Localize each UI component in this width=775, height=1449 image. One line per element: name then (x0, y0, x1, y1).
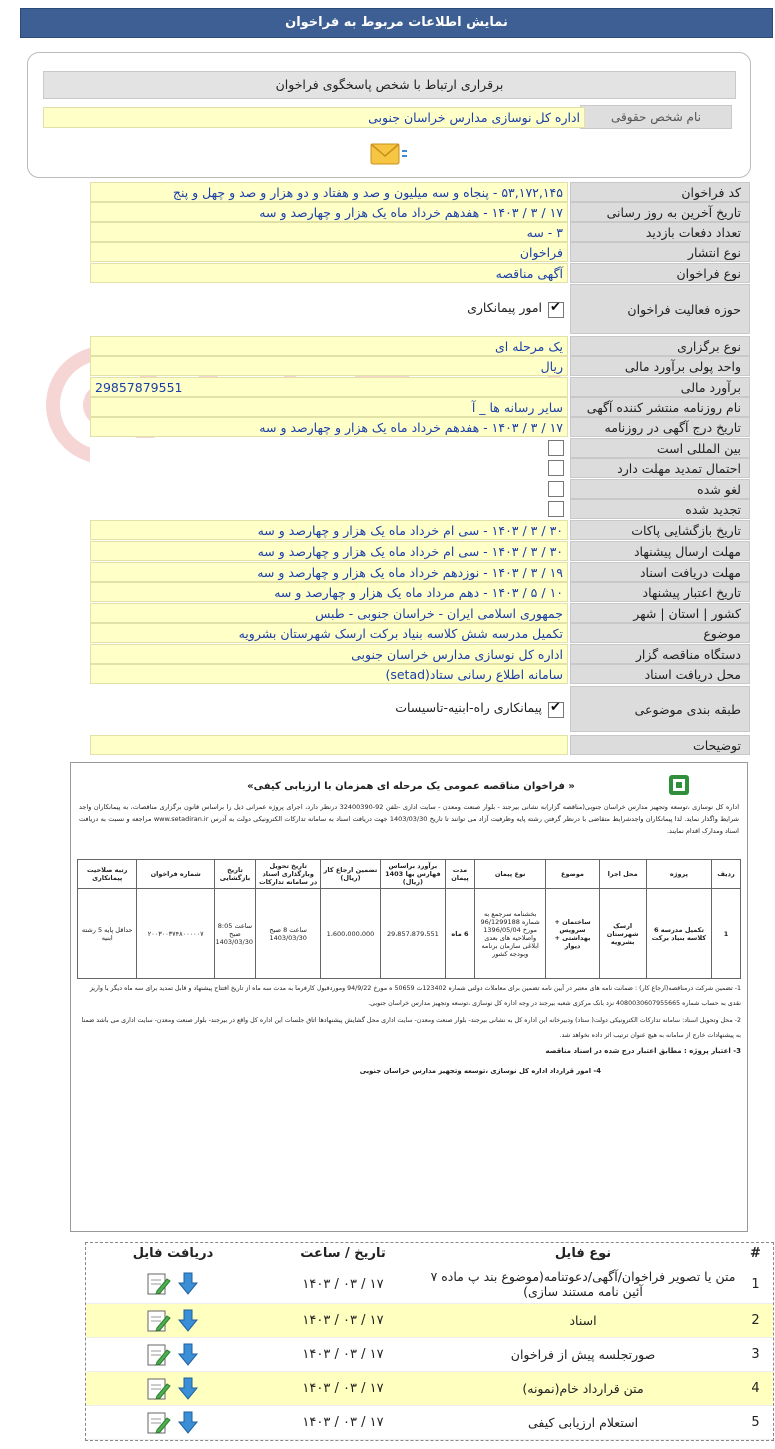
field-label: برآورد مالی (570, 377, 750, 397)
field-value: ۱۷ / ۳ / ۱۴۰۳ - هفدهم خرداد ماه یک هزار و چهارصد و سه (90, 417, 568, 437)
ministry-logo (667, 773, 691, 797)
field-value: فراخوان (90, 242, 568, 262)
ad-note-3: 3- اعتبار پروژه : مطابق اعتبار درج شده در اسناد مناقصه (545, 1047, 741, 1055)
ad-table-header-cell: برآورد براساس فهارس بها 1403 (ریال) (380, 860, 445, 889)
field-value (90, 458, 568, 478)
file-row (86, 1265, 773, 1304)
field-value (90, 284, 568, 334)
field-value (90, 438, 568, 458)
file-actions (88, 1304, 258, 1337)
ad-table-cell: تکمیل مدرسه 6 کلاسه بنیاد برکت (646, 889, 711, 979)
file-type: متن یا تصویر فراخوان/آگهی/دعوتنامه(موضوع بند پ ماده ۷ آئین نامه مستند سازی) (430, 1269, 736, 1299)
file-type: استعلام ارزیابی کیفی (527, 1415, 639, 1430)
checkbox-category[interactable] (548, 702, 564, 718)
ad-table-header-cell: تضمین ارجاع کار (ریال) (321, 860, 380, 889)
field-label: تاریخ آخرین به روز رسانی (570, 202, 750, 222)
file-type: صورتجلسه پیش از فراخوان (510, 1347, 656, 1362)
field-row (90, 458, 750, 478)
category-option: پیمانکاری راه-ابنیه-تاسیسات (395, 700, 542, 715)
contact-value: اداره کل نوسازی مدارس خراسان جنوبی (43, 107, 585, 128)
ad-table-header-cell: نوع پیمان (474, 860, 545, 889)
field-row (90, 417, 750, 437)
col-type: نوع فایل (554, 1246, 612, 1261)
ad-table-header-cell: موضوع (546, 860, 599, 889)
file-num: 1 (751, 1276, 760, 1292)
file-actions (88, 1406, 258, 1439)
file-row (86, 1406, 773, 1440)
field-label: تعداد دفعات بازدید (570, 222, 750, 242)
field-label: تاریخ بازگشایی پاکات (570, 520, 750, 540)
ad-table-header-cell: رتبه صلاحیت پیمانکاری (78, 860, 137, 889)
files-table (85, 1242, 774, 1441)
ad-table-cell: 29،857،879،551 (380, 889, 445, 979)
activity-row (90, 284, 750, 334)
ad-table-header-cell: تاریخ تحویل وبارگذاری اسناد در سامانه تدارکات (255, 860, 320, 889)
ad-table-row (78, 889, 741, 979)
field-row (90, 356, 750, 376)
ad-table-cell: حداقل پایه 5 رشته ابنیه (78, 889, 137, 979)
field-label: نوع انتشار (570, 242, 750, 262)
tender-ad-image (70, 762, 748, 1232)
field-value: سایر رسانه ها _ آ (90, 397, 568, 417)
page-title: نمایش اطلاعات مربوط به فراخوان (20, 8, 773, 38)
field-label: کد فراخوان (570, 182, 750, 202)
field-row (90, 664, 750, 684)
file-type: متن قرارداد خام(نمونه) (522, 1381, 644, 1396)
field-row (90, 202, 750, 222)
download-icon[interactable] (175, 1271, 201, 1297)
file-date: ۱۷ / ۰۳ / ۱۴۰۳ (302, 1415, 384, 1430)
file-num: 5 (751, 1415, 760, 1430)
field-label: تاریخ اعتبار پیشنهاد (570, 582, 750, 602)
file-num: 2 (751, 1313, 760, 1328)
ad-table-header-cell: تاریخ بازگشایی (214, 860, 255, 889)
field-row (90, 479, 750, 499)
activity-option: امور پیمانکاری (467, 300, 542, 315)
contact-panel (27, 52, 751, 178)
field-label: محل دریافت اسناد (570, 664, 750, 684)
field-value: ۵۳,۱۷۲,۱۴۵ - پنجاه و سه میلیون و صد و هفتاد و دو هزار و صد و چهل و پنج (90, 182, 568, 202)
checkbox[interactable] (548, 481, 564, 497)
field-value: ۳ - سه (90, 222, 568, 242)
field-label: احتمال تمدید مهلت دارد (570, 458, 750, 478)
ad-table-cell: ساعت 8:05 صبح 1403/03/30 (214, 889, 255, 979)
field-row (90, 242, 750, 262)
field-label: توضیحات (570, 735, 750, 755)
files-table-header (86, 1243, 773, 1265)
file-date: ۱۷ / ۰۳ / ۱۴۰۳ (302, 1276, 384, 1292)
file-date: ۱۷ / ۰۳ / ۱۴۰۳ (302, 1381, 384, 1396)
field-row (90, 735, 750, 755)
field-value (90, 499, 568, 519)
field-value: آگهی مناقصه (90, 263, 568, 283)
field-row (90, 263, 750, 283)
checkbox[interactable] (548, 440, 564, 456)
edit-document-icon[interactable] (145, 1308, 171, 1334)
ad-title: « فراخوان مناقصه عمومی یک مرحله ای همزمان با ارزیابی کیفی» (247, 781, 575, 792)
field-label: تجدید شده (570, 499, 750, 519)
ad-table-header-cell: شماره فراخوان (137, 860, 215, 889)
ad-table-header-cell: ردیف (712, 860, 741, 889)
file-actions (88, 1265, 258, 1303)
field-row (90, 499, 750, 519)
file-num: 3 (751, 1347, 760, 1362)
field-label: تاریخ درج آگهی در روزنامه (570, 417, 750, 437)
download-icon[interactable] (175, 1410, 201, 1436)
field-label: حوزه فعالیت فراخوان (570, 284, 750, 334)
category-row (90, 686, 750, 732)
field-label: لغو شده (570, 479, 750, 499)
field-row (90, 377, 750, 397)
field-row (90, 644, 750, 664)
field-row (90, 438, 750, 458)
download-icon[interactable] (175, 1342, 201, 1368)
file-actions (88, 1338, 258, 1371)
file-actions (88, 1372, 258, 1405)
field-value: ۱۷ / ۳ / ۱۴۰۳ - هفدهم خرداد ماه یک هزار و چهارصد و سه (90, 202, 568, 222)
ad-table-cell: ۲۰۰۳۰۰۳۷۴۸۰۰۰۰۰۷ (137, 889, 215, 979)
field-label: نوع برگزاری (570, 336, 750, 356)
field-value: ۱۹ / ۳ / ۱۴۰۳ - نوزدهم خرداد ماه یک هزار و چهارصد و سه (90, 562, 568, 582)
file-num: 4 (751, 1381, 760, 1396)
field-value: ۳۰ / ۳ / ۱۴۰۳ - سی ام خرداد ماه یک هزار و چهارصد و سه (90, 541, 568, 561)
field-row (90, 182, 750, 202)
field-value: ریال (90, 356, 568, 376)
ad-table-cell: ساعت 8 صبح 1403/03/30 (255, 889, 320, 979)
field-label: کشور | استان | شهر (570, 603, 750, 623)
field-row (90, 623, 750, 643)
col-download: دریافت فایل (132, 1246, 214, 1261)
file-date: ۱۷ / ۰۳ / ۱۴۰۳ (302, 1347, 384, 1362)
page-header (20, 8, 773, 38)
file-date: ۱۷ / ۰۳ / ۱۴۰۳ (302, 1313, 384, 1328)
field-row (90, 397, 750, 417)
col-num: # (750, 1246, 761, 1261)
field-row (90, 520, 750, 540)
checkbox[interactable] (548, 460, 564, 476)
field-value: ۳۰ / ۳ / ۱۴۰۳ - سی ام خرداد ماه یک هزار و چهارصد و سه (90, 520, 568, 540)
ad-table-cell: 1،600،000،000 (321, 889, 380, 979)
ad-table-cell: ارسک شهرستان بشرویه (599, 889, 646, 979)
field-label: بین المللی است (570, 438, 750, 458)
ad-note-4: 4- امور قرارداد اداره کل نوسازی ،توسعه وتجهیز مدارس خراسان جنوبی (359, 1067, 601, 1075)
file-row (86, 1338, 773, 1372)
field-value (90, 479, 568, 499)
edit-document-icon[interactable] (145, 1271, 171, 1297)
field-label: موضوع (570, 623, 750, 643)
ad-table-cell: ساختمان + سرویس بهداشتی + دیوار (546, 889, 599, 979)
ad-table-cell: 6 ماه (446, 889, 475, 979)
ad-table (77, 859, 741, 979)
checkbox-activity[interactable] (548, 302, 564, 318)
field-value: تکمیل مدرسه شش کلاسه بنیاد برکت ارسک شهرستان بشرویه (90, 623, 568, 643)
field-value: اداره کل نوسازی مدارس خراسان جنوبی (90, 644, 568, 664)
field-row (90, 603, 750, 623)
col-date: تاریخ / ساعت (300, 1246, 386, 1261)
ad-note-1: 1- تضمین شرکت درمناقصه(ارجاع کار) : ضمانت نامه های معتبر در آیین نامه تضمین برای معاملات دولتی شماره 123402ت 50659 ه مورخ 94/9/22 وموردقبول کارفرما به مدت سه ماه از تاریخ افتتاح پیشنهاد و قابل تمدید برای سه ماه دیگر یا واریز نقدی به حساب شماره 4080030607955665 نزد بانک مرکزی شعبه بیرجند در وجه اداره کل نوسازی ،توسعه وتجهیز مدارس خراسان جنوبی. (89, 985, 741, 1007)
field-label: نوع فراخوان (570, 263, 750, 283)
field-row (90, 541, 750, 561)
field-label: واحد پولی برآورد مالی (570, 356, 750, 376)
file-type: اسناد (569, 1313, 597, 1328)
ad-table-header-cell: پروژه (646, 860, 711, 889)
ad-table-header (78, 860, 741, 889)
file-row (86, 1372, 773, 1406)
envelope-icon[interactable] (368, 139, 408, 169)
field-value: 29857879551 (90, 377, 568, 397)
field-label: دستگاه مناقصه گزار (570, 644, 750, 664)
ad-table-cell: 1 (712, 889, 741, 979)
file-row (86, 1304, 773, 1338)
edit-document-icon[interactable] (145, 1410, 171, 1436)
field-value: یک مرحله ای (90, 336, 568, 356)
ad-note-2: 2- محل وتحویل اسناد: سامانه تدارکات الکترونیکی دولت( ستاد) ودبیرخانه این اداره کل به نشانی بیرجند- بلوار صنعت ومعدن- سایت اداری محل گشایش پیشنهادها اتاق جلسات این اداره کل واقع در بیرجند- بلوار صنعت ومعدن- سایت اداری می باشد ضمنا به پیشنهادات خارج از سامانه به هیچ عنوان ترتیب اثر داده نخواهد شد. (81, 1017, 741, 1039)
edit-document-icon[interactable] (145, 1376, 171, 1402)
field-label: نام روزنامه منتشر کننده آگهی (570, 397, 750, 417)
field-value: سامانه اطلاع رسانی ستاد(setad) (90, 664, 568, 684)
download-icon[interactable] (175, 1308, 201, 1334)
field-row (90, 582, 750, 602)
field-label: طبقه بندی موضوعی (570, 686, 750, 732)
contact-label: نام شخص حقوقی (580, 105, 732, 129)
ad-table-header-cell: محل اجرا (599, 860, 646, 889)
field-label: مهلت ارسال پیشنهاد (570, 541, 750, 561)
field-row (90, 336, 750, 356)
ad-intro: اداره کل نوسازی ،توسعه وتجهیز مدارس خراسان جنوبی(مناقصه گزار)به نشانی بیرجند - بلوار صنعت ومعدن - سایت اداری -تلفن 92-32400390 درنظر دارد، اجرای پروژه عمرانی ذیل را براساس قانون برگزاری مناقصات، به پیمانکاران واجد شرایط واگذار نماید. لذا پیمانکاران واجدشرایط متقاضی با درنظر گرفتن رشته پایه وظرفیت آزاد می توانند تا تاریخ 1403/03/30 جهت دریافت اسناد به سامانه تدارکات الکترونیکی دولت به آدرس www.setadiran.ir مراجعه و نسبت به دریافت اسناد ومدارک اقدام نمایند. (79, 803, 739, 835)
field-row (90, 562, 750, 582)
field-value (90, 686, 568, 732)
contact-title: برقراری ارتباط با شخص پاسخگوی فراخوان (43, 71, 736, 99)
field-value: جمهوری اسلامی ایران - خراسان جنوبی - طبس (90, 603, 568, 623)
field-value: ۱۰ / ۵ / ۱۴۰۳ - دهم مرداد ماه یک هزار و چهارصد و سه (90, 582, 568, 602)
download-icon[interactable] (175, 1376, 201, 1402)
ad-table-cell: بخشنامه سرجمع به شماره 96/1299188 مورخ 1396/05/04 واصلاحیه های بعدی ابلاغی سازمان برنامه وبودجه کشور (474, 889, 545, 979)
checkbox[interactable] (548, 501, 564, 517)
edit-document-icon[interactable] (145, 1342, 171, 1368)
field-value (90, 735, 568, 755)
field-row (90, 222, 750, 242)
ad-table-header-cell: مدت پیمان (446, 860, 475, 889)
field-label: مهلت دریافت اسناد (570, 562, 750, 582)
